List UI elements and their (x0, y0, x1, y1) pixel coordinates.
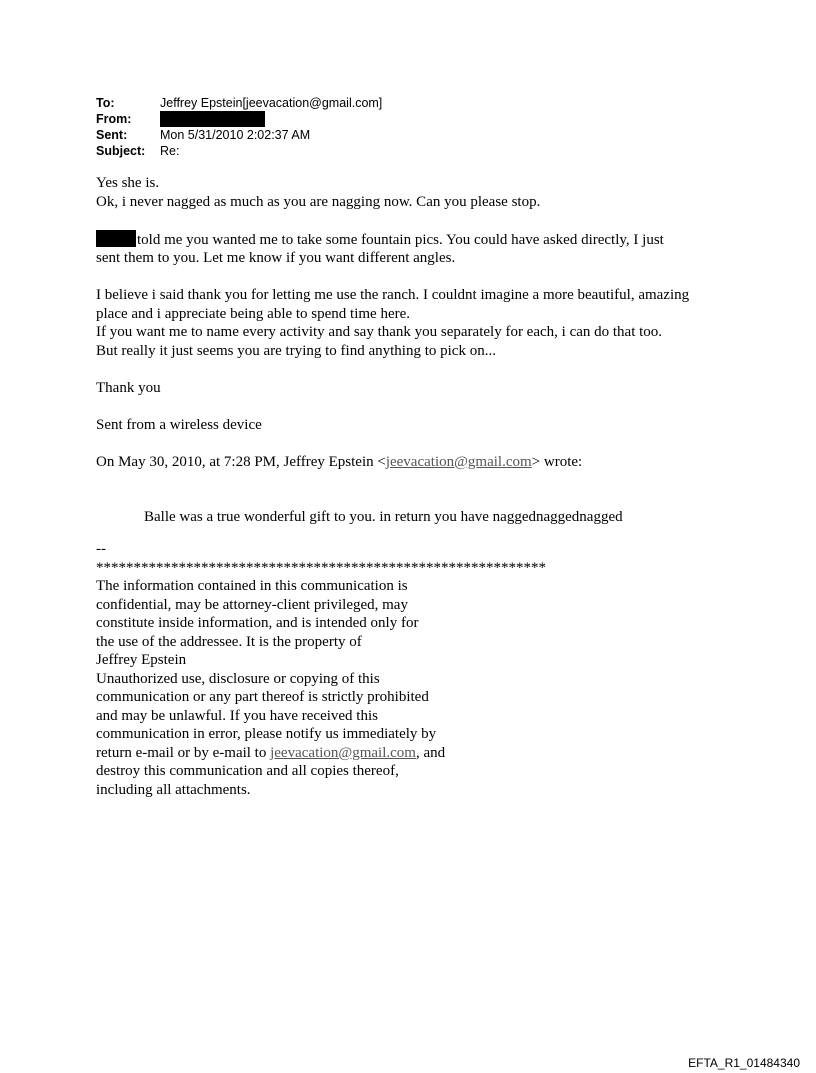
disclaimer-line: including all attachments. (96, 781, 251, 798)
message-line: place and i appreciate being able to spend time here. (96, 305, 411, 322)
footer-stars: ************************************************************ (96, 559, 546, 576)
disclaimer (96, 540, 546, 799)
to-row (96, 95, 382, 111)
disclaimer-line: communication in error, please notify us immediately by (96, 726, 437, 742)
quoted-text: Balle was a true wonderful gift to you. in return you have naggednaggednagged (144, 509, 623, 525)
footer-dashes: -- (96, 541, 106, 557)
sent-label: Sent: (96, 128, 128, 142)
closing-thanks: Thank you (96, 379, 161, 396)
subject-row (96, 143, 382, 159)
disclaimer-line: communication or any part thereof is strictly prohibited (96, 689, 429, 705)
subject-label: Subject: (96, 144, 146, 158)
sent-value: Mon 5/31/2010 2:02:37 AM (160, 128, 311, 142)
message-line: Yes she is. (96, 175, 160, 191)
redaction-box (96, 230, 136, 247)
disclaimer-line (96, 744, 496, 763)
disclaimer-line: Jeffrey Epstein (96, 652, 187, 668)
email-link[interactable]: jeevacation@gmail.com (270, 744, 416, 761)
message-line: If you want me to name every activity and say thank you separately for each, i can do that too. (96, 324, 663, 340)
subject-value: Re: (160, 144, 180, 158)
disclaimer-prefix: return e-mail or by e-mail to (96, 744, 271, 761)
message-line: Ok, i never nagged as much as you are nagging now. Can you please stop. (96, 193, 541, 210)
disclaimer-line: the use of the addressee. It is the property of (96, 633, 362, 650)
disclaimer-line: and may be unlawful. If you have received this (96, 707, 378, 724)
quote-intro (96, 453, 776, 472)
message-line: I believe i said thank you for letting me use the ranch. I couldnt imagine a more beautiful, amazing (96, 287, 690, 303)
to-label: To: (96, 96, 115, 110)
to-value: Jeffrey Epstein[jeevacation@gmail.com] (160, 96, 383, 110)
message-paragraph (96, 230, 776, 250)
quote-intro-suffix: > wrote: (531, 453, 583, 470)
from-label: From: (96, 112, 132, 126)
sent-row (96, 127, 382, 143)
email-header (96, 95, 382, 159)
disclaimer-line: Unauthorized use, disclosure or copying of this (96, 670, 380, 687)
disclaimer-line: confidential, may be attorney-client privileged, may (96, 596, 408, 613)
signature: Sent from a wireless device (96, 416, 262, 433)
message-body (96, 174, 776, 527)
redaction-box (160, 111, 265, 127)
email-link[interactable]: jeevacation@gmail.com (385, 453, 532, 470)
message-text: told me you wanted me to take some fountain pics. You could have asked directly, I just (137, 231, 664, 248)
disclaimer-line: destroy this communication and all copies thereof, (96, 763, 399, 779)
disclaimer-suffix: , and (415, 744, 446, 761)
disclaimer-line: constitute inside information, and is intended only for (96, 615, 419, 631)
quote-intro-prefix: On May 30, 2010, at 7:28 PM, Jeffrey Epstein < (96, 453, 386, 470)
message-line: sent them to you. Let me know if you want different angles. (96, 250, 456, 266)
disclaimer-line: The information contained in this communication is (96, 578, 408, 594)
message-line: But really it just seems you are trying to find anything to pick on... (96, 342, 496, 359)
document-id: EFTA_R1_01484340 (688, 1056, 800, 1070)
from-row (96, 111, 382, 127)
